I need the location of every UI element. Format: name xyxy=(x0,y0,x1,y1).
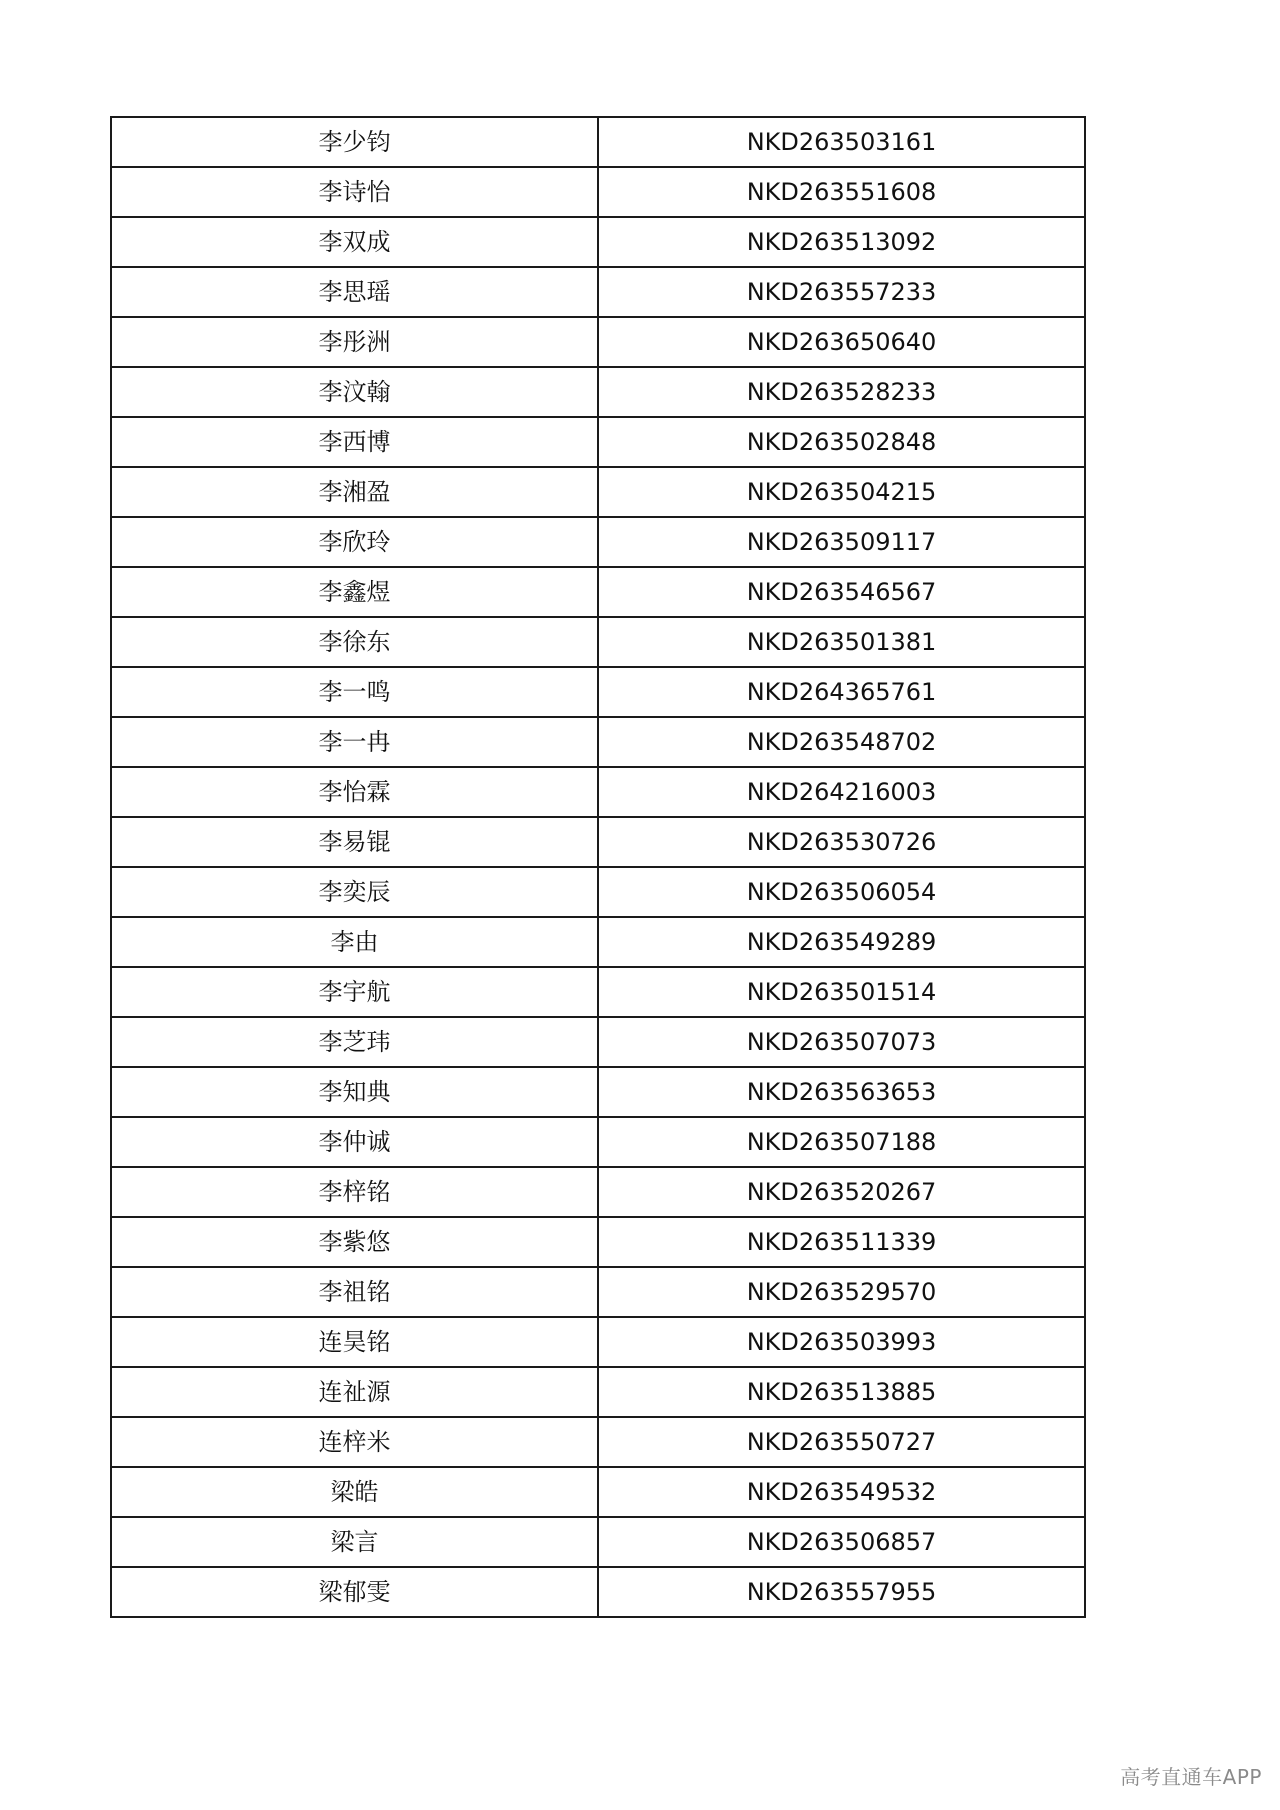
student-name-cell: 梁皓 xyxy=(111,1467,598,1517)
table-row xyxy=(111,617,1085,667)
candidate-id-cell: NKD263506054 xyxy=(598,867,1085,917)
candidate-id-cell: NKD264216003 xyxy=(598,767,1085,817)
student-name-cell: 李湘盈 xyxy=(111,467,598,517)
student-name-cell: 李梓铭 xyxy=(111,1167,598,1217)
table-row xyxy=(111,417,1085,467)
student-name-cell: 梁郁雯 xyxy=(111,1567,598,1617)
candidate-id-cell: NKD263528233 xyxy=(598,367,1085,417)
student-name-cell: 李双成 xyxy=(111,217,598,267)
table-row xyxy=(111,667,1085,717)
candidate-id-cell: NKD263529570 xyxy=(598,1267,1085,1317)
candidate-id-cell: NKD263501381 xyxy=(598,617,1085,667)
candidate-id-cell: NKD263503993 xyxy=(598,1317,1085,1367)
student-name-cell: 李一冉 xyxy=(111,717,598,767)
table-row xyxy=(111,367,1085,417)
candidate-id-cell: NKD263563653 xyxy=(598,1067,1085,1117)
table-row xyxy=(111,1517,1085,1567)
student-name-cell: 李欣玲 xyxy=(111,517,598,567)
table-row xyxy=(111,517,1085,567)
student-name-cell: 李易锟 xyxy=(111,817,598,867)
candidate-id-cell: NKD263551608 xyxy=(598,167,1085,217)
student-name-cell: 李汶翰 xyxy=(111,367,598,417)
table-row xyxy=(111,917,1085,967)
student-name-cell: 李鑫煜 xyxy=(111,567,598,617)
candidate-id-cell: NKD263548702 xyxy=(598,717,1085,767)
student-name-cell: 李祖铭 xyxy=(111,1267,598,1317)
candidate-id-cell: NKD263549289 xyxy=(598,917,1085,967)
candidate-id-cell: NKD263513092 xyxy=(598,217,1085,267)
table-row xyxy=(111,1317,1085,1367)
candidate-id-cell: NKD263501514 xyxy=(598,967,1085,1017)
student-name-cell: 李一鸣 xyxy=(111,667,598,717)
student-name-cell: 李宇航 xyxy=(111,967,598,1017)
student-name-cell: 李西博 xyxy=(111,417,598,467)
student-name-cell: 李仲诚 xyxy=(111,1117,598,1167)
student-name-cell: 李少钧 xyxy=(111,117,598,167)
table-row xyxy=(111,217,1085,267)
student-name-cell: 连昊铭 xyxy=(111,1317,598,1367)
student-name-cell: 梁言 xyxy=(111,1517,598,1567)
student-name-cell: 李徐东 xyxy=(111,617,598,667)
table-row xyxy=(111,867,1085,917)
app-watermark: 高考直通车APP xyxy=(1120,1765,1262,1789)
table-row xyxy=(111,117,1085,167)
candidate-id-cell: NKD263509117 xyxy=(598,517,1085,567)
table-row xyxy=(111,167,1085,217)
student-name-cell: 李诗怡 xyxy=(111,167,598,217)
table-row xyxy=(111,1567,1085,1617)
student-name-cell: 李知典 xyxy=(111,1067,598,1117)
table-row xyxy=(111,1367,1085,1417)
table-row xyxy=(111,1117,1085,1167)
student-name-cell: 李彤洲 xyxy=(111,317,598,367)
table-row xyxy=(111,717,1085,767)
table-row xyxy=(111,967,1085,1017)
roster-table xyxy=(110,116,1086,1618)
student-name-cell: 李紫悠 xyxy=(111,1217,598,1267)
table-row xyxy=(111,767,1085,817)
table-row xyxy=(111,1217,1085,1267)
table-row xyxy=(111,1267,1085,1317)
table-row xyxy=(111,1167,1085,1217)
candidate-id-cell: NKD263550727 xyxy=(598,1417,1085,1467)
table-row xyxy=(111,1417,1085,1467)
candidate-id-cell: NKD263557955 xyxy=(598,1567,1085,1617)
table-row xyxy=(111,467,1085,517)
candidate-id-cell: NKD263511339 xyxy=(598,1217,1085,1267)
student-name-cell: 李怡霖 xyxy=(111,767,598,817)
candidate-id-cell: NKD263513885 xyxy=(598,1367,1085,1417)
table-row xyxy=(111,817,1085,867)
candidate-id-cell: NKD263507188 xyxy=(598,1117,1085,1167)
candidate-id-cell: NKD263506857 xyxy=(598,1517,1085,1567)
student-name-cell: 李思瑶 xyxy=(111,267,598,317)
candidate-id-cell: NKD263557233 xyxy=(598,267,1085,317)
student-name-cell: 李芝玮 xyxy=(111,1017,598,1067)
candidate-id-cell: NKD263650640 xyxy=(598,317,1085,367)
candidate-id-cell: NKD263504215 xyxy=(598,467,1085,517)
candidate-id-cell: NKD263507073 xyxy=(598,1017,1085,1067)
candidate-id-cell: NKD263546567 xyxy=(598,567,1085,617)
candidate-id-cell: NKD263549532 xyxy=(598,1467,1085,1517)
table-row xyxy=(111,317,1085,367)
candidate-id-cell: NKD263520267 xyxy=(598,1167,1085,1217)
candidate-id-cell: NKD263502848 xyxy=(598,417,1085,467)
table-row xyxy=(111,1067,1085,1117)
table-row xyxy=(111,267,1085,317)
student-name-cell: 连梓米 xyxy=(111,1417,598,1467)
candidate-id-cell: NKD263530726 xyxy=(598,817,1085,867)
table-row xyxy=(111,567,1085,617)
table-row xyxy=(111,1467,1085,1517)
student-name-cell: 连祉源 xyxy=(111,1367,598,1417)
roster-table-body xyxy=(111,117,1085,1617)
table-row xyxy=(111,1017,1085,1067)
student-name-cell: 李奕辰 xyxy=(111,867,598,917)
candidate-id-cell: NKD264365761 xyxy=(598,667,1085,717)
candidate-id-cell: NKD263503161 xyxy=(598,117,1085,167)
student-name-cell: 李由 xyxy=(111,917,598,967)
